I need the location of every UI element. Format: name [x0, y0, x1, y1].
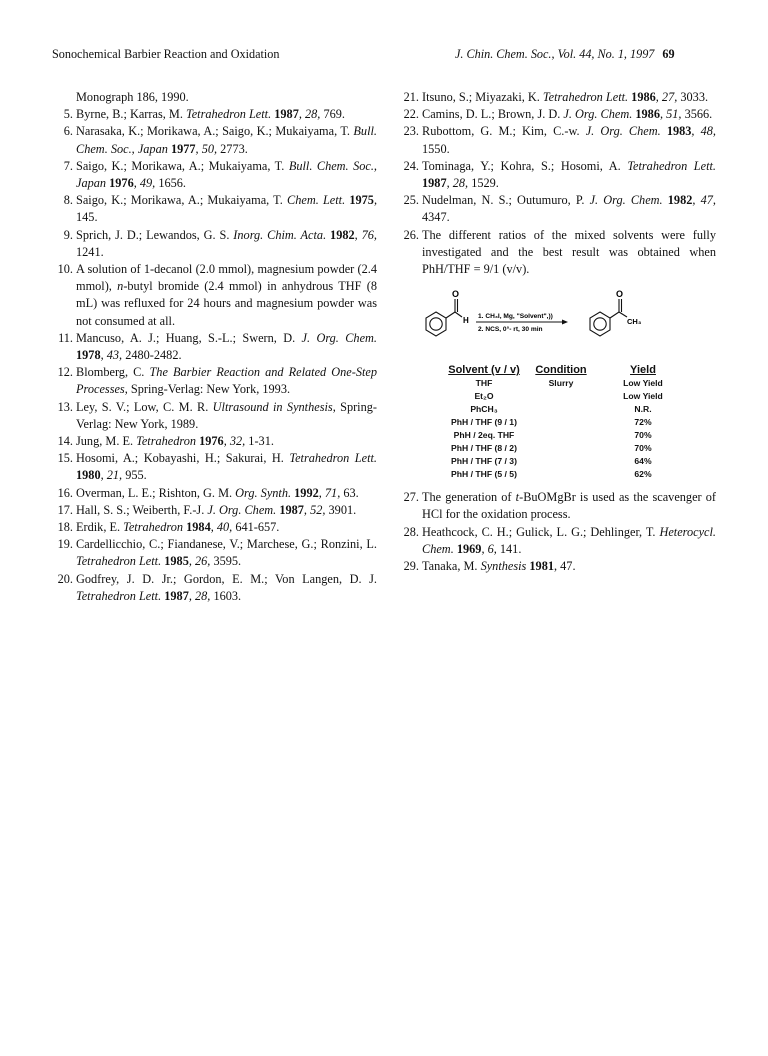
yield-cell: 62% — [634, 469, 652, 480]
reference-10: 10. A solution of 1-decanol (2.0 mmol), magnesium powder (2.4 mmol), n-butyl bromide (2.4 mmol) in anhydrous THF (8 mL) was refluxed for 24 hours and magnesium powder was not consumed at all. — [50, 261, 377, 330]
page-number: 69 — [662, 47, 675, 61]
reference-22: 22. Camins, D. L.; Brown, J. D. J. Org. Chem. 1986, 51, 3566. — [396, 106, 716, 123]
solvent-cell: PhH / 2eq. THF — [453, 430, 515, 441]
solvent-cell: THF — [475, 378, 493, 389]
reagent-step-1: 1. CH₃I, Mg, "Solvent",)) — [478, 313, 553, 321]
condition-cell — [524, 442, 598, 455]
reference-number: 16. — [57, 485, 73, 500]
reference-number: 8. — [63, 193, 73, 208]
condition-cell — [524, 429, 598, 442]
yield-cell: Low Yield — [623, 378, 663, 389]
journal-citation: J. Chin. Chem. Soc., Vol. 44, No. 1, 1997 — [455, 47, 655, 61]
reference-number: 9. — [63, 227, 73, 242]
reference-25: 25. Nudelman, N. S.; Outumuro, P. J. Org. Chem. 1982, 47, 4347. — [396, 192, 716, 226]
table-row — [444, 468, 688, 481]
running-header-citation — [455, 47, 675, 62]
reference-number: 24. — [403, 158, 419, 173]
reference-number: 12. — [57, 365, 73, 380]
running-header-title: Sonochemical Barbier Reaction and Oxidation — [52, 47, 280, 61]
references-left-column — [50, 89, 377, 605]
reference-26: 26. The different ratios of the mixed solvents were fully investigated and the best result was obtained when PhH/THF = 9/1 (v/v). — [396, 227, 716, 279]
solvent-cell: PhCH₃ — [470, 404, 498, 415]
reference-number: 29. — [403, 559, 419, 574]
reaction-scheme-drawing — [396, 282, 716, 362]
aldehyde-hydrogen-label: H — [463, 316, 469, 326]
solvent-cell: PhH / THF (7 / 3) — [451, 456, 517, 467]
condition-cell — [524, 455, 598, 468]
condition-cell — [524, 416, 598, 429]
reference-15: 15. Hosomi, A.; Kobayashi, H.; Sakurai, H. Tetrahedron Lett. 1980, 21, 955. — [50, 450, 377, 484]
reference-13: 13. Ley, S. V.; Low, C. M. R. Ultrasound in Synthesis, Spring-Verlag: New York, 1989. — [50, 399, 377, 433]
reference-number: 7. — [63, 158, 73, 173]
reference-23: 23. Rubottom, G. M.; Kim, C.-w. J. Org. Chem. 1983, 48, 1550. — [396, 123, 716, 157]
yield-cell: N.R. — [634, 404, 652, 415]
reference-number: 23. — [403, 124, 419, 139]
reference-number: 21. — [403, 90, 419, 104]
reference-19: 19. Cardellicchio, C.; Fiandanese, V.; Marchese, G.; Ronzini, L. Tetrahedron Lett. 1985, 26, 3595. — [50, 536, 377, 570]
solvent-cell: PhH / THF (5 / 5) — [451, 469, 517, 480]
benzaldehyde-structure — [426, 299, 462, 336]
reference-11: 11. Mancuso, A. J.; Huang, S.-L.; Swern, D. J. Org. Chem. 1978, 43, 2480-2482. — [50, 330, 377, 364]
column-header-solvent: Solvent (v / v) — [448, 364, 520, 377]
reference-number: 28. — [403, 524, 419, 539]
condition-cell — [524, 390, 598, 403]
reference-number: 14. — [57, 434, 73, 449]
column-header-yield: Yield — [630, 364, 656, 377]
table-row — [444, 455, 688, 468]
reference-number: 25. — [403, 193, 419, 208]
reference-number: 6. — [63, 124, 73, 139]
reference-number: 5. — [63, 107, 73, 122]
yield-cell: 64% — [634, 456, 652, 467]
reagent-step-2: 2. NCS, 0°- rt, 30 min — [478, 326, 543, 334]
reference-number: 11. — [58, 330, 73, 345]
reference-number: 17. — [57, 502, 73, 517]
table-row — [444, 442, 688, 455]
reference-5: 5. Byrne, B.; Karras, M. Tetrahedron Lett. 1987, 28, 769. — [50, 106, 377, 123]
reference-28: 28. Heathcock, C. H.; Gulick, L. G.; Dehlinger, T. Heterocycl. Chem. 1969, 6, 141. — [396, 524, 716, 558]
reference-4-continued: Monograph 186, 1990. — [76, 90, 189, 104]
condition-cell — [524, 468, 598, 481]
reference-8: 8. Saigo, K.; Morikawa, A.; Mukaiyama, T. Chem. Lett. 1975, 145. — [50, 192, 377, 226]
reference-number: 22. — [403, 107, 419, 122]
table-row — [444, 377, 688, 390]
solvent-cell: PhH / THF (9 / 1) — [451, 417, 517, 428]
table-row — [444, 416, 688, 429]
reference-21: 21. Itsuno, S.; Miyazaki, K. Tetrahedron Lett. 1986, 27, 3033. — [396, 89, 716, 106]
acetophenone-structure — [590, 299, 627, 336]
reference-16: 16. Overman, L. E.; Rishton, G. M. Org. Synth. 1992, 71, 63. — [50, 485, 377, 502]
reference-6: 6. Narasaka, K.; Morikawa, A.; Saigo, K.; Mukaiyama, T. Bull. Chem. Soc., Japan 1977, 50, 2773. — [50, 123, 377, 157]
reference-20: 20. Godfrey, J. D. Jr.; Gordon, E. M.; Von Langen, D. J. Tetrahedron Lett. 1987, 28, 1603. — [50, 571, 377, 605]
reference-number: 20. — [57, 571, 73, 586]
reference-number: 13. — [57, 399, 73, 414]
condition-cell — [524, 403, 598, 416]
reference-12: 12. Blomberg, C. The Barbier Reaction and Related One-Step Processes, Spring-Verlag: New York, 1993. — [50, 364, 377, 398]
ketone-oxygen-label: O — [616, 289, 624, 300]
reference-18: 18. Erdik, E. Tetrahedron 1984, 40, 641-657. — [50, 519, 377, 536]
yield-cell: 72% — [634, 417, 652, 428]
reference-7: 7. Saigo, K.; Morikawa, A.; Mukaiyama, T. Bull. Chem. Soc., Japan 1976, 49, 1656. — [50, 158, 377, 192]
reference-number: 18. — [57, 520, 73, 535]
table-row — [444, 403, 688, 416]
yield-cell: 70% — [634, 430, 652, 441]
reference-number: 15. — [57, 451, 73, 466]
solvent-cell: Et₂O — [474, 391, 494, 402]
reference-number: 10. — [57, 262, 73, 277]
methyl-group-label: CH₃ — [627, 317, 642, 327]
reference-9: 9. Sprich, J. D.; Lewandos, G. S. Inorg. Chim. Acta. 1982, 76, 1241. — [50, 227, 377, 261]
carbonyl-oxygen-label: O — [452, 289, 460, 300]
solvent-cell: PhH / THF (8 / 2) — [451, 443, 517, 454]
reference-24: 24. Tominaga, Y.; Kohra, S.; Hosomi, A. Tetrahedron Lett. 1987, 28, 1529. — [396, 158, 716, 192]
table-row — [444, 390, 688, 403]
column-header-condition: Condition — [535, 364, 587, 377]
reaction-arrowhead — [562, 320, 568, 325]
reference-29: 29. Tanaka, M. Synthesis 1981, 47. — [396, 558, 716, 575]
reference-number: 19. — [57, 537, 73, 552]
reference-27: 27. The generation of t-BuOMgBr is used as the scavenger of HCl for the oxidation process. — [396, 489, 716, 523]
yield-cell: 70% — [634, 443, 652, 454]
reference-number: 27. — [403, 490, 419, 505]
solvent-yield-table — [444, 364, 688, 481]
reference-number: 26. — [403, 227, 419, 242]
table-row — [444, 429, 688, 442]
reaction-scheme — [396, 282, 716, 362]
yield-cell: Low Yield — [623, 391, 663, 402]
reference-17: 17. Hall, S. S.; Weiberth, F.-J. J. Org. Chem. 1987, 52, 3901. — [50, 502, 377, 519]
references-right-column — [396, 89, 716, 575]
table-header-row — [444, 364, 688, 377]
condition-cell: Slurry — [548, 378, 574, 389]
reference-14: 14. Jung, M. E. Tetrahedron 1976, 32, 1-31. — [50, 433, 377, 450]
